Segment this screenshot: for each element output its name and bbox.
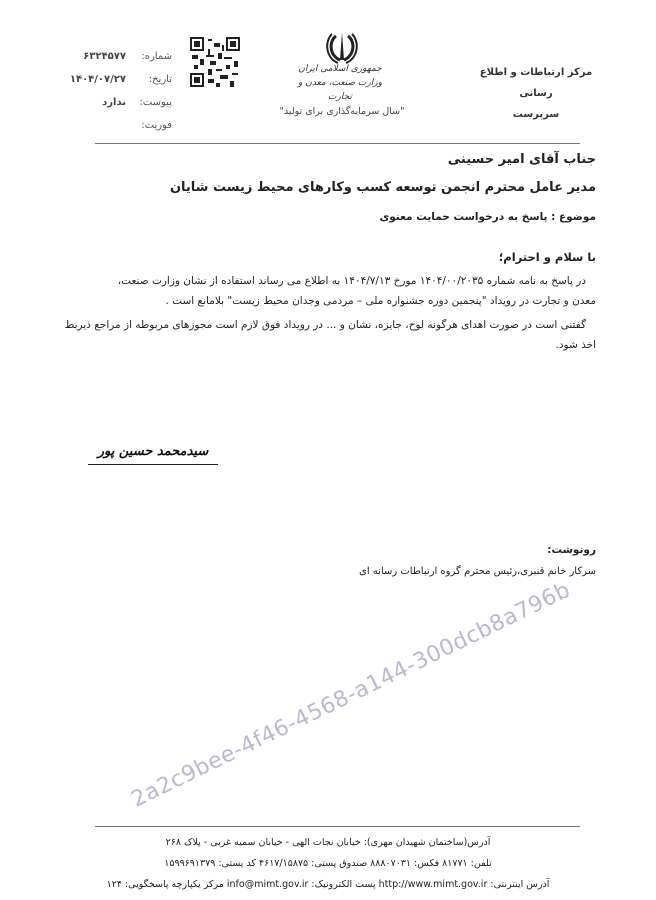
paragraph-line: معدن و تجارت در رویداد "پنجمین دوره جشنواره ملی – مردمی وجدان محیط زیست" بلامانع است . — [165, 295, 596, 307]
meta-number — [62, 45, 172, 68]
meta-date — [62, 68, 172, 91]
watermark-id: 2a2c9bee-4f46-4568-a144-300dcb8a796b — [127, 577, 575, 813]
qr-code-icon — [190, 37, 240, 87]
recipient-title: مدیر عامل محترم انجمن توسعه کسب وکارهای محیط زیست شایان — [169, 180, 596, 195]
meta-value: ندارد — [102, 97, 126, 108]
signature: سیدمحمد حسین پور — [88, 442, 218, 465]
meta-label: شماره: — [141, 51, 172, 62]
meta-urgency — [62, 114, 172, 137]
meta-label: تاریخ: — [148, 74, 172, 85]
cc-block — [60, 542, 596, 580]
meta-label: پیوست: — [139, 97, 172, 108]
cc-recipient: سرکار خانم قنبری،رئیس محترم گروه ارتباطات رسانه ای — [359, 566, 596, 577]
paragraph-2 — [60, 315, 596, 355]
meta-attachment — [62, 91, 172, 114]
iran-emblem-icon — [322, 30, 362, 66]
letter-meta — [62, 45, 172, 137]
recipient-name: جناب آقای امیر حسینی — [447, 152, 596, 167]
meta-value: ۶۳۲۴۵۷۷ — [83, 51, 126, 62]
footer-web: آدرس اینترنتی: http://www.mimt.gov.ir پست الکترونیک: info@mimt.gov.ir مرکز یکپارچه پاسخگویی: ۱۲۴ — [106, 879, 550, 890]
header-divider — [95, 143, 580, 144]
meta-label: فوریت: — [141, 120, 172, 131]
paragraph-line: گفتنی است در صورت اهدای هرگونه لوح، جایزه، نشان و ... در رویداد فوق لازم است مجوزهای مربوطه از مراجع ذیربط — [64, 319, 586, 331]
country-name: جمهوری اسلامی ایران — [298, 64, 382, 74]
footer-divider — [95, 826, 580, 827]
ministry-name — [285, 62, 395, 104]
greeting: با سلام و احترام؛ — [498, 250, 596, 264]
footer-address: آدرس(ساختمان شهیدان مهری): خیابان نجات الهی - خیابان سمیه غربی - پلاک ۲۶۸ — [165, 837, 491, 848]
ministry-title: وزارت صنعت، معدن و تجارت — [298, 78, 382, 102]
paragraph-line: اخذ شود. — [555, 339, 596, 351]
meta-value: ۱۴۰۴/۰۷/۲۷ — [69, 74, 126, 85]
letter-subject: موضوع : پاسخ به درخواست حمایت معنوی — [379, 211, 596, 223]
footer-contact: تلفن: ۸۱۷۷۱ فکس: ۸۸۸۰۷۰۳۱ صندوق پستی: ۴۶۱۷/۱۵۸۷۵ کد پستی: ۱۵۹۹۶۹۱۳۷۹ — [164, 858, 492, 869]
issuer-org — [476, 62, 596, 125]
year-slogan: "سال سرمایه‌گذاری برای تولید" — [279, 106, 405, 117]
letter-body — [60, 151, 596, 355]
cc-label: رونوشت: — [547, 544, 596, 556]
paragraph-line: در پاسخ به نامه شماره ۱۴۰۴/۰۰/۲۰۳۵ مورخ ۱۴۰۴/۷/۱۳ به اطلاع می رساند استفاده از نشان وزارت صنعت، — [117, 275, 586, 287]
issuer-org-name: مرکز ارتباطات و اطلاع رسانی — [479, 67, 593, 99]
issuer-role: سرپرست — [512, 109, 560, 120]
paragraph-1 — [60, 271, 596, 311]
